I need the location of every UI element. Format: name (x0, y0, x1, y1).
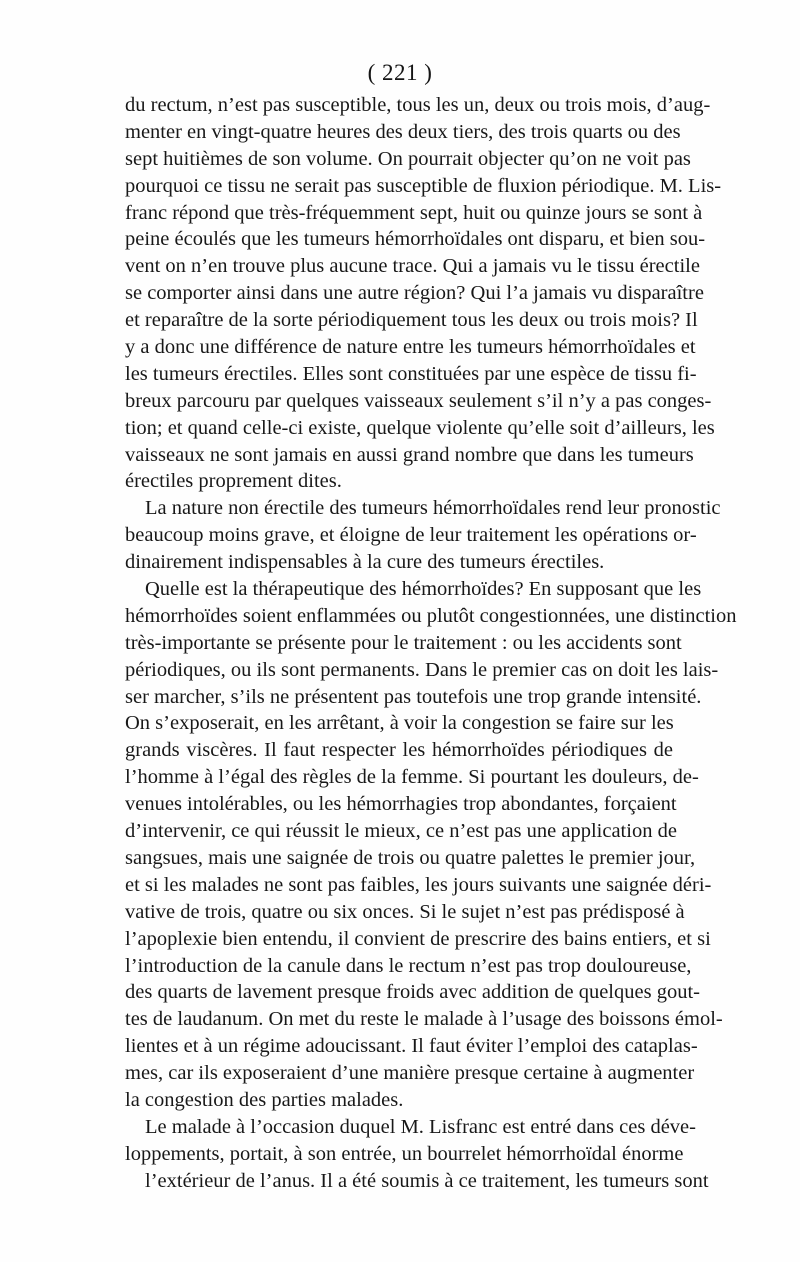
text-line: loppements, portait, à son entrée, un bourrelet hémorrhoïdal énorme (125, 1142, 684, 1165)
text-line: On s’exposerait, en les arrêtant, à voir la congestion se faire sur les (125, 712, 674, 735)
text-line: érectiles proprement dites. (125, 470, 342, 493)
text-line: ser marcher, s’ils ne présentent pas toutefois une trop grande intensité. (125, 685, 702, 708)
text-line: des quarts de lavement presque froids avec addition de quelques gout- (125, 981, 700, 1004)
text-line: beaucoup moins grave, et éloigne de leur traitement les opérations or- (125, 524, 697, 547)
text-line: l’homme à l’égal des règles de la femme. Si pourtant les douleurs, de- (125, 766, 699, 789)
text-line: se comporter ainsi dans une autre région? Qui l’a jamais vu disparaître (125, 282, 704, 305)
text-line: Quelle est la thérapeutique des hémorrhoïdes? En supposant que les (145, 578, 702, 601)
text-line: périodiques, ou ils sont permanents. Dans le premier cas on doit les lais- (125, 658, 719, 681)
text-line: la congestion des parties malades. (125, 1088, 404, 1111)
text-line: pourquoi ce tissu ne serait pas susceptible de fluxion périodique. M. Lis- (125, 174, 722, 197)
text-line: du rectum, n’est pas susceptible, tous les un, deux ou trois mois, d’aug- (125, 94, 711, 116)
text-line: vaisseaux ne sont jamais en aussi grand nombre que dans les tumeurs (125, 443, 694, 466)
text-line: grands viscères. Il faut respecter les hémorrhoïdes périodiques de (125, 739, 673, 762)
text-line: peine écoulés que les tumeurs hémorrhoïdales ont disparu, et bien sou- (125, 228, 706, 251)
text-line: La nature non érectile des tumeurs hémorrhoïdales rend leur pronostic (145, 497, 721, 520)
text-line: l’introduction de la canule dans le rectum n’est pas trop douloureuse, (125, 954, 692, 977)
text-line: franc répond que très-fréquemment sept, huit ou quinze jours se sont à (125, 201, 703, 224)
text-line: les tumeurs érectiles. Elles sont constituées par une espèce de tissu fi- (125, 362, 697, 385)
text-line: sangsues, mais une saignée de trois ou quatre palettes le premier jour, (125, 846, 696, 869)
text-line: vative de trois, quatre ou six onces. Si le sujet n’est pas prédisposé à (125, 900, 685, 923)
text-line: et reparaître de la sorte périodiquement tous les deux ou trois mois? Il (125, 309, 698, 332)
text-line: sept huitièmes de son volume. On pourrait objecter qu’on ne voit pas (125, 147, 691, 170)
text-line: lientes et à un régime adoucissant. Il faut éviter l’emploi des cataplas- (125, 1035, 698, 1058)
text-line: venues intolérables, ou les hémorrhagies trop abondantes, forçaient (125, 793, 677, 816)
text-line: y a donc une différence de nature entre les tumeurs hémorrhoïdales et (125, 336, 696, 359)
text-line: tes de laudanum. On met du reste le malade à l’usage des boissons émol- (125, 1008, 723, 1031)
page-number: ( 221 ) (367, 60, 433, 85)
text-line: mes, car ils exposeraient d’une manière presque certaine à augmenter (125, 1062, 695, 1085)
text-line: menter en vingt-quatre heures des deux tiers, des trois quarts ou des (125, 120, 681, 143)
text-line: dinairement indispensables à la cure des tumeurs érectiles. (125, 551, 605, 574)
text-line: d’intervenir, ce qui réussit le mieux, ce n’est pas une application de (125, 820, 677, 843)
text-line: hémorrhoïdes soient enflammées ou plutôt congestionnées, une distinction (125, 604, 737, 627)
text-line: très-importante se présente pour le traitement : ou les accidents sont (125, 631, 682, 654)
text-line: l’extérieur de l’anus. Il a été soumis à ce traitement, les tumeurs sont (145, 1169, 709, 1192)
text-line: vent on n’en trouve plus aucune trace. Qui a jamais vu le tissu érectile (125, 255, 700, 278)
text-line: tion; et quand celle-ci existe, quelque violente qu’elle soit d’ailleurs, les (125, 416, 715, 439)
text-line: et si les malades ne sont pas faibles, les jours suivants une saignée déri- (125, 873, 712, 896)
text-line: Le malade à l’occasion duquel M. Lisfranc est entré dans ces déve- (145, 1115, 696, 1138)
body-text (125, 92, 737, 1195)
text-line: breux parcouru par quelques vaisseaux seulement s’il n’y a pas conges- (125, 389, 712, 412)
text-line: l’apoplexie bien entendu, il convient de prescrire des bains entiers, et si (125, 927, 711, 950)
